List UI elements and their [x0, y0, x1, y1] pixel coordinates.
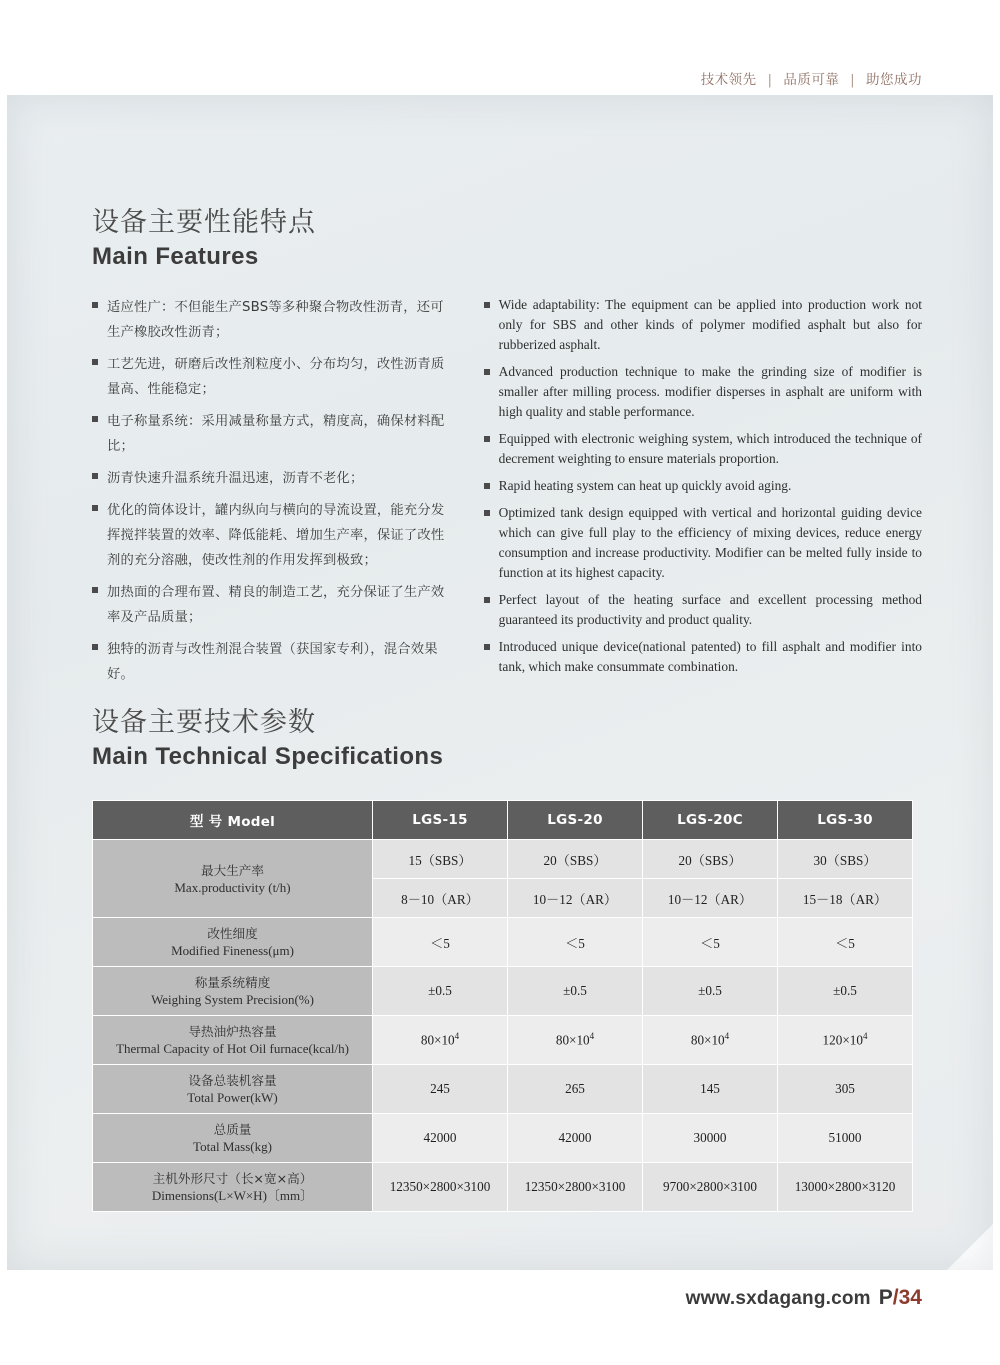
footer: [686, 1286, 922, 1310]
cell-value: 30000: [643, 1114, 778, 1163]
list-item: [92, 295, 446, 345]
square-bullet-icon: [484, 436, 490, 442]
cell-value-exponent: 4: [724, 1031, 730, 1042]
column-header-lgs30: LGS-30: [778, 801, 913, 840]
square-bullet-icon: [92, 416, 98, 422]
cell-value: 8－10（AR）: [373, 879, 508, 918]
square-bullet-icon: [484, 510, 490, 516]
table-row: [93, 1065, 913, 1114]
row-label-en: Modified Fineness(μm): [171, 943, 294, 958]
feature-text-cn: 适应性广：不但能生产SBS等多种聚合物改性沥青，还可生产橡胶改性沥青；: [107, 300, 444, 340]
square-bullet-icon: [92, 359, 98, 365]
row-label-cn: 称量系统精度: [194, 975, 271, 990]
slogan-separator-1: |: [767, 72, 773, 88]
cell-value: 13000×2800×3120: [778, 1163, 913, 1212]
table-row: [93, 1016, 913, 1065]
feature-text-cn: 独特的沥青与改性剂混合装置（获国家专利），混合效果好。: [107, 642, 438, 682]
cell-value-base: 80×10: [555, 1032, 590, 1048]
features-column-en: [484, 295, 922, 694]
square-bullet-icon: [92, 505, 98, 511]
cell-value-base: 80×10: [690, 1032, 725, 1048]
cell-value: 265: [508, 1065, 643, 1114]
cell-value: ＜5: [508, 918, 643, 967]
header-slogan: [701, 68, 922, 88]
feature-text-en: Rapid heating system can heat up quickly avoid aging.: [498, 478, 792, 493]
row-label-en: Max.productivity (t/h): [174, 879, 291, 895]
cell-value: ±0.5: [643, 967, 778, 1016]
row-label-max-productivity: [93, 840, 373, 918]
row-label-cn: 主机外形尺寸（长×宽×高）: [152, 1171, 313, 1186]
square-bullet-icon: [484, 369, 490, 375]
page-number-value: /34: [892, 1286, 922, 1309]
cell-value-base: 80×10: [420, 1032, 455, 1048]
row-label-en: Total Mass(kg): [193, 1139, 272, 1154]
list-item: [484, 590, 922, 630]
cell-value: ＜5: [643, 918, 778, 967]
row-label-weighing-precision: [93, 967, 373, 1016]
slogan-separator-2: |: [850, 72, 856, 88]
features-heading: [92, 200, 912, 271]
table-row: [93, 1114, 913, 1163]
cell-value: ±0.5: [373, 967, 508, 1016]
page-prefix: P: [878, 1286, 893, 1309]
cell-value: 42000: [508, 1114, 643, 1163]
cell-value: ±0.5: [778, 967, 913, 1016]
feature-text-cn: 电子称量系统：采用减量称量方式，精度高，确保材料配比；: [107, 414, 445, 454]
slogan-part-1: 技术领先: [700, 72, 757, 88]
row-label-cn: 导热油炉热容量: [188, 1024, 277, 1039]
cell-value: 9700×2800×3100: [643, 1163, 778, 1212]
column-header-model: 型 号 Model: [93, 801, 373, 840]
list-item: [484, 295, 922, 355]
list-item: [92, 409, 446, 459]
cell-value: [373, 1016, 508, 1065]
feature-text-en: Perfect layout of the heating surface and excellent processing method guaranteed its productivity and product quality.: [498, 592, 922, 627]
specs-title-en: Main Technical Specifications: [92, 743, 444, 770]
cell-value: [508, 1016, 643, 1065]
specs-title-cn: 设备主要技术参数: [92, 707, 316, 738]
list-item: [92, 498, 446, 573]
website-url[interactable]: www.sxdagang.com: [685, 1288, 871, 1309]
square-bullet-icon: [484, 597, 490, 603]
row-label-cn: 总质量: [213, 1122, 252, 1137]
table-row: [93, 967, 913, 1016]
cell-value: ＜5: [778, 918, 913, 967]
cell-value: 30（SBS）: [778, 840, 913, 879]
table-row: [93, 1163, 913, 1212]
row-label-en: Weighing System Precision(%): [151, 992, 314, 1007]
table-row: [93, 918, 913, 967]
square-bullet-icon: [92, 644, 98, 650]
feature-text-cn: 沥青快速升温系统升温迅速，沥青不老化；: [107, 471, 364, 486]
cell-value: 305: [778, 1065, 913, 1114]
cell-value: 42000: [373, 1114, 508, 1163]
cell-value: [778, 1016, 913, 1065]
feature-text-en: Optimized tank design equipped with vertical and horizontal guiding device which can give full play to the efficiency of mixing devices, reduce energy consumption and increase productivity. Modifier can be melted fully inside to function at its highest capacity.: [498, 505, 922, 580]
list-item: [484, 362, 922, 422]
square-bullet-icon: [92, 587, 98, 593]
features-title-en: Main Features: [92, 243, 259, 270]
row-label-total-mass: [93, 1114, 373, 1163]
row-label-modified-fineness: [93, 918, 373, 967]
cell-value: ±0.5: [508, 967, 643, 1016]
cell-value: 10－12（AR）: [508, 879, 643, 918]
square-bullet-icon: [92, 473, 98, 479]
cell-value: 245: [373, 1065, 508, 1114]
row-label-thermal-capacity: [93, 1016, 373, 1065]
feature-text-cn: 加热面的合理布置、精良的制造工艺，充分保证了生产效率及产品质量；: [107, 585, 445, 625]
list-item: [484, 476, 922, 496]
cell-value: 145: [643, 1065, 778, 1114]
cell-value-exponent: 4: [454, 1031, 460, 1042]
list-item: [484, 429, 922, 469]
cell-value: 15－18（AR）: [778, 879, 913, 918]
feature-text-en: Introduced unique device(national patented) to fill asphalt and modifier into tank, which make consummate combination.: [498, 639, 922, 674]
list-item: [484, 503, 922, 583]
feature-text-en: Advanced production technique to make the grinding size of modifier is smaller after milling process. modifier disperses in asphalt are uniform with high quality and stable performance.: [498, 364, 922, 419]
feature-text-cn: 优化的筒体设计，罐内纵向与横向的导流设置，能充分发挥搅拌装置的效率、降低能耗、增加生产率，保证了改性剂的充分溶融，使改性剂的作用发挥到极致；: [107, 503, 445, 568]
row-label-cn: 改性细度: [207, 926, 258, 941]
cell-value: 10－12（AR）: [643, 879, 778, 918]
cell-value-exponent: 4: [589, 1031, 595, 1042]
page-number: [879, 1286, 922, 1310]
cell-value: 20（SBS）: [508, 840, 643, 879]
features-column-cn: [92, 295, 446, 694]
column-header-lgs15: LGS-15: [373, 801, 508, 840]
cell-value-exponent: 4: [862, 1031, 868, 1042]
row-label-cn: 设备总装机容量: [188, 1073, 277, 1088]
cell-value: [643, 1016, 778, 1065]
cell-value: 20（SBS）: [643, 840, 778, 879]
specs-heading: [92, 700, 443, 771]
cell-value: ＜5: [373, 918, 508, 967]
row-label-dimensions: [93, 1163, 373, 1212]
table-header-row: [93, 801, 913, 840]
cell-value: 51000: [778, 1114, 913, 1163]
row-label-total-power: [93, 1065, 373, 1114]
feature-text-cn: 工艺先进，研磨后改性剂粒度小、分布均匀，改性沥青质量高、性能稳定；: [107, 357, 445, 397]
features-columns: [92, 295, 922, 694]
feature-text-en: Wide adaptability: The equipment can be applied into production work not only for SBS and other kinds of polymer modified asphalt but also for rubberized asphalt.: [498, 297, 922, 352]
square-bullet-icon: [484, 644, 490, 650]
row-label-en: Thermal Capacity of Hot Oil furnace(kcal/h): [116, 1041, 349, 1056]
features-title-cn: 设备主要性能特点: [92, 207, 316, 238]
list-item: [92, 352, 446, 402]
square-bullet-icon: [484, 483, 490, 489]
row-label-en: Total Power(kW): [187, 1090, 278, 1105]
square-bullet-icon: [484, 302, 490, 308]
cell-value: 12350×2800×3100: [373, 1163, 508, 1212]
slogan-part-3: 助您成功: [866, 72, 922, 88]
cell-value-base: 120×10: [822, 1032, 863, 1048]
row-label-cn: 最大生产率: [201, 862, 264, 878]
slogan-part-2: 品质可靠: [783, 72, 840, 88]
cell-value: 15（SBS）: [373, 840, 508, 879]
specifications-table: [92, 800, 913, 1212]
list-item: [92, 466, 446, 491]
table-row: [93, 840, 913, 879]
square-bullet-icon: [92, 302, 98, 308]
row-label-en: Dimensions(L×W×H)〔mm〕: [151, 1188, 314, 1203]
column-header-lgs20c: LGS-20C: [643, 801, 778, 840]
feature-text-en: Equipped with electronic weighing system, which introduced the technique of decrement weighting to ensure materials proportion.: [498, 431, 922, 466]
list-item: [484, 637, 922, 677]
column-header-lgs20: LGS-20: [508, 801, 643, 840]
cell-value: 12350×2800×3100: [508, 1163, 643, 1212]
list-item: [92, 580, 446, 630]
list-item: [92, 637, 446, 687]
